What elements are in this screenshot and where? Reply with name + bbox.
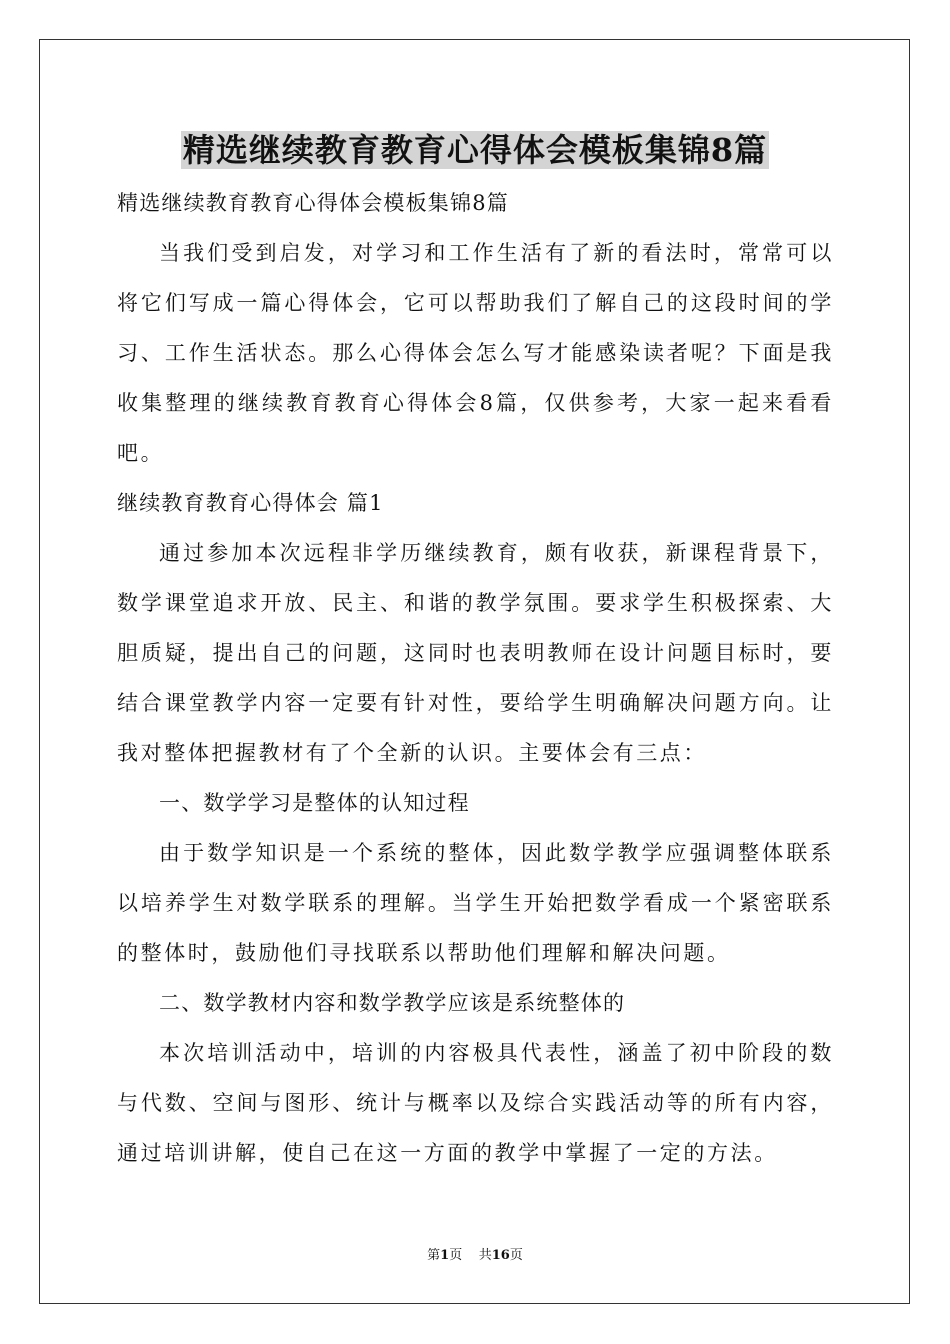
page-number-prefix: 第 bbox=[427, 1248, 441, 1263]
body-paragraph-2: 由于数学知识是一个系统的整体，因此数学教学应强调整体联系以培养学生对数学联系的理解。当学生开始把数学看成一个紧密联系的整体时，鼓励他们寻找联系以帮助他们理解和解决问题。 bbox=[117, 841, 834, 965]
document-title bbox=[0, 128, 950, 172]
body-paragraph-1: 通过参加本次远程非学历继续教育，颇有收获，新课程背景下，数学课堂追求开放、民主、和谐的教学氛围。要求学生积极探索、大胆质疑，提出自己的问题，这同时也表明教师在设计问题目标时，要结合课堂教学内容一定要有针对性，要给学生明确解决问题方向。让我对整体把握教材有了个全新的认识。主要体会有三点： bbox=[117, 541, 834, 765]
intro-paragraph: 当我们受到启发，对学习和工作生活有了新的看法时，常常可以将它们写成一篇心得体会，它可以帮助我们了解自己的这段时间的学习、工作生活状态。那么心得体会怎么写才能感染读者呢？下面是我收集整理的继续教育教育心得体会8篇，仅供参考，大家一起来看看吧。 bbox=[117, 241, 834, 465]
page-number-suffix: 页 bbox=[509, 1248, 523, 1263]
document-title-text: 精选继续教育教育心得体会模板集锦8篇 bbox=[182, 131, 768, 169]
page-footer bbox=[0, 1247, 950, 1265]
document-subtitle: 精选继续教育教育心得体会模板集锦8篇 bbox=[117, 191, 509, 215]
page-number-total: 16 bbox=[491, 1248, 510, 1263]
document-body bbox=[117, 178, 834, 1178]
point-heading-1: 一、数学学习是整体的认知过程 bbox=[159, 791, 470, 815]
page-number-middle: 页 共 bbox=[449, 1248, 492, 1263]
page-number-current: 1 bbox=[440, 1248, 450, 1263]
body-paragraph-3: 本次培训活动中，培训的内容极具代表性，涵盖了初中阶段的数与代数、空间与图形、统计与概率以及综合实践活动等的所有内容，通过培训讲解，使自己在这一方面的教学中掌握了一定的方法。 bbox=[117, 1041, 834, 1165]
section-heading: 继续教育教育心得体会 篇1 bbox=[117, 491, 384, 515]
point-heading-2: 二、数学教材内容和数学教学应该是系统整体的 bbox=[159, 991, 626, 1015]
